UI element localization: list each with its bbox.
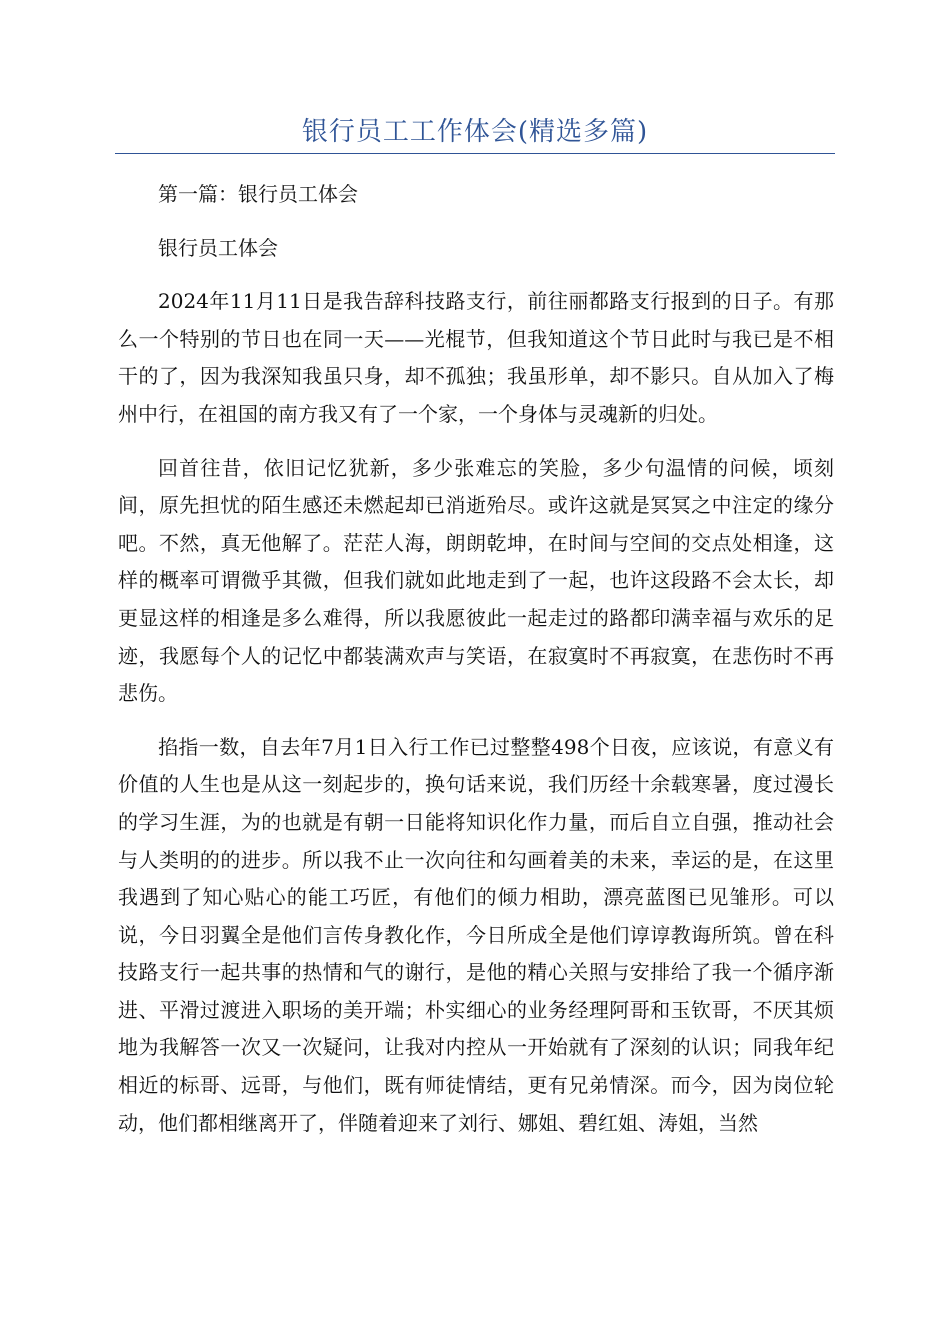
paragraph: 掐指一数，自去年7月1日入行工作已过整整498个日夜，应该说，有意义有价值的人生也是从这一刻起步的，换句话来说，我们历经十余载寒暑，度过漫长的学习生涯，为的也就是有朝一日能将知识化作力量，而后自立自强，推动社会与人类明的的进步。所以我不止一次向往和勾画着美的未来，幸运的是，在这里我遇到了知心贴心的能工巧匠，有他们的倾力相助，漂亮蓝图已见雏形。可以说，今日羽翼全是他们言传身教化作，今日所成全是他们谆谆教诲所筑。曾在科技路支行一起共事的热情和气的谢行，是他的精心关照与安排给了我一个循序渐进、平滑过渡进入职场的美开端；朴实细心的业务经理阿哥和玉钦哥，不厌其烦地为我解答一次又一次疑问，让我对内控从一开始就有了深刻的认识；同我年纪相近的标哥、远哥，与他们，既有师徒情结，更有兄弟情深。而今，因为岗位轮动，他们都相继离开了，伴随着迎来了刘行、娜姐、碧红姐、涛姐，当然 <box>118 734 834 1135</box>
document-title: 银行员工工作体会(精选多篇) <box>301 117 649 147</box>
document-body <box>118 176 834 1158</box>
title-underline <box>115 153 835 154</box>
section-heading: 第一篇：银行员工体会 <box>158 182 358 206</box>
subheading: 银行员工体会 <box>158 235 278 260</box>
paragraph: 2024年11月11日是我告辞科技路支行，前往丽都路支行报到的日子。有那么一个特别的节日也在同一天——光棍节，但我知道这个节日此时与我已是不相干的了，因为我深知我虽只身，却不孤独；我虽形单，却不影只。自从加入了梅州中行，在祖国的南方我又有了一个家，一个身体与灵魂新的归处。 <box>118 289 834 426</box>
paragraph: 回首往昔，依旧记忆犹新，多少张难忘的笑脸，多少句温情的问候，顷刻间，原先担忧的陌生感还未燃起却已消逝殆尽。或许这就是冥冥之中注定的缘分吧。不然，真无他解了。茫茫人海，朗朗乾坤，在时间与空间的交点处相逢，这样的概率可谓微乎其微，但我们就如此地走到了一起，也许这段路不会太长，却更显这样的相逢是多么难得，所以我愿彼此一起走过的路都印满幸福与欢乐的足迹，我愿每个人的记忆中都装满欢声与笑语，在寂寞时不再寂寞，在悲伤时不再悲伤。 <box>118 455 834 706</box>
